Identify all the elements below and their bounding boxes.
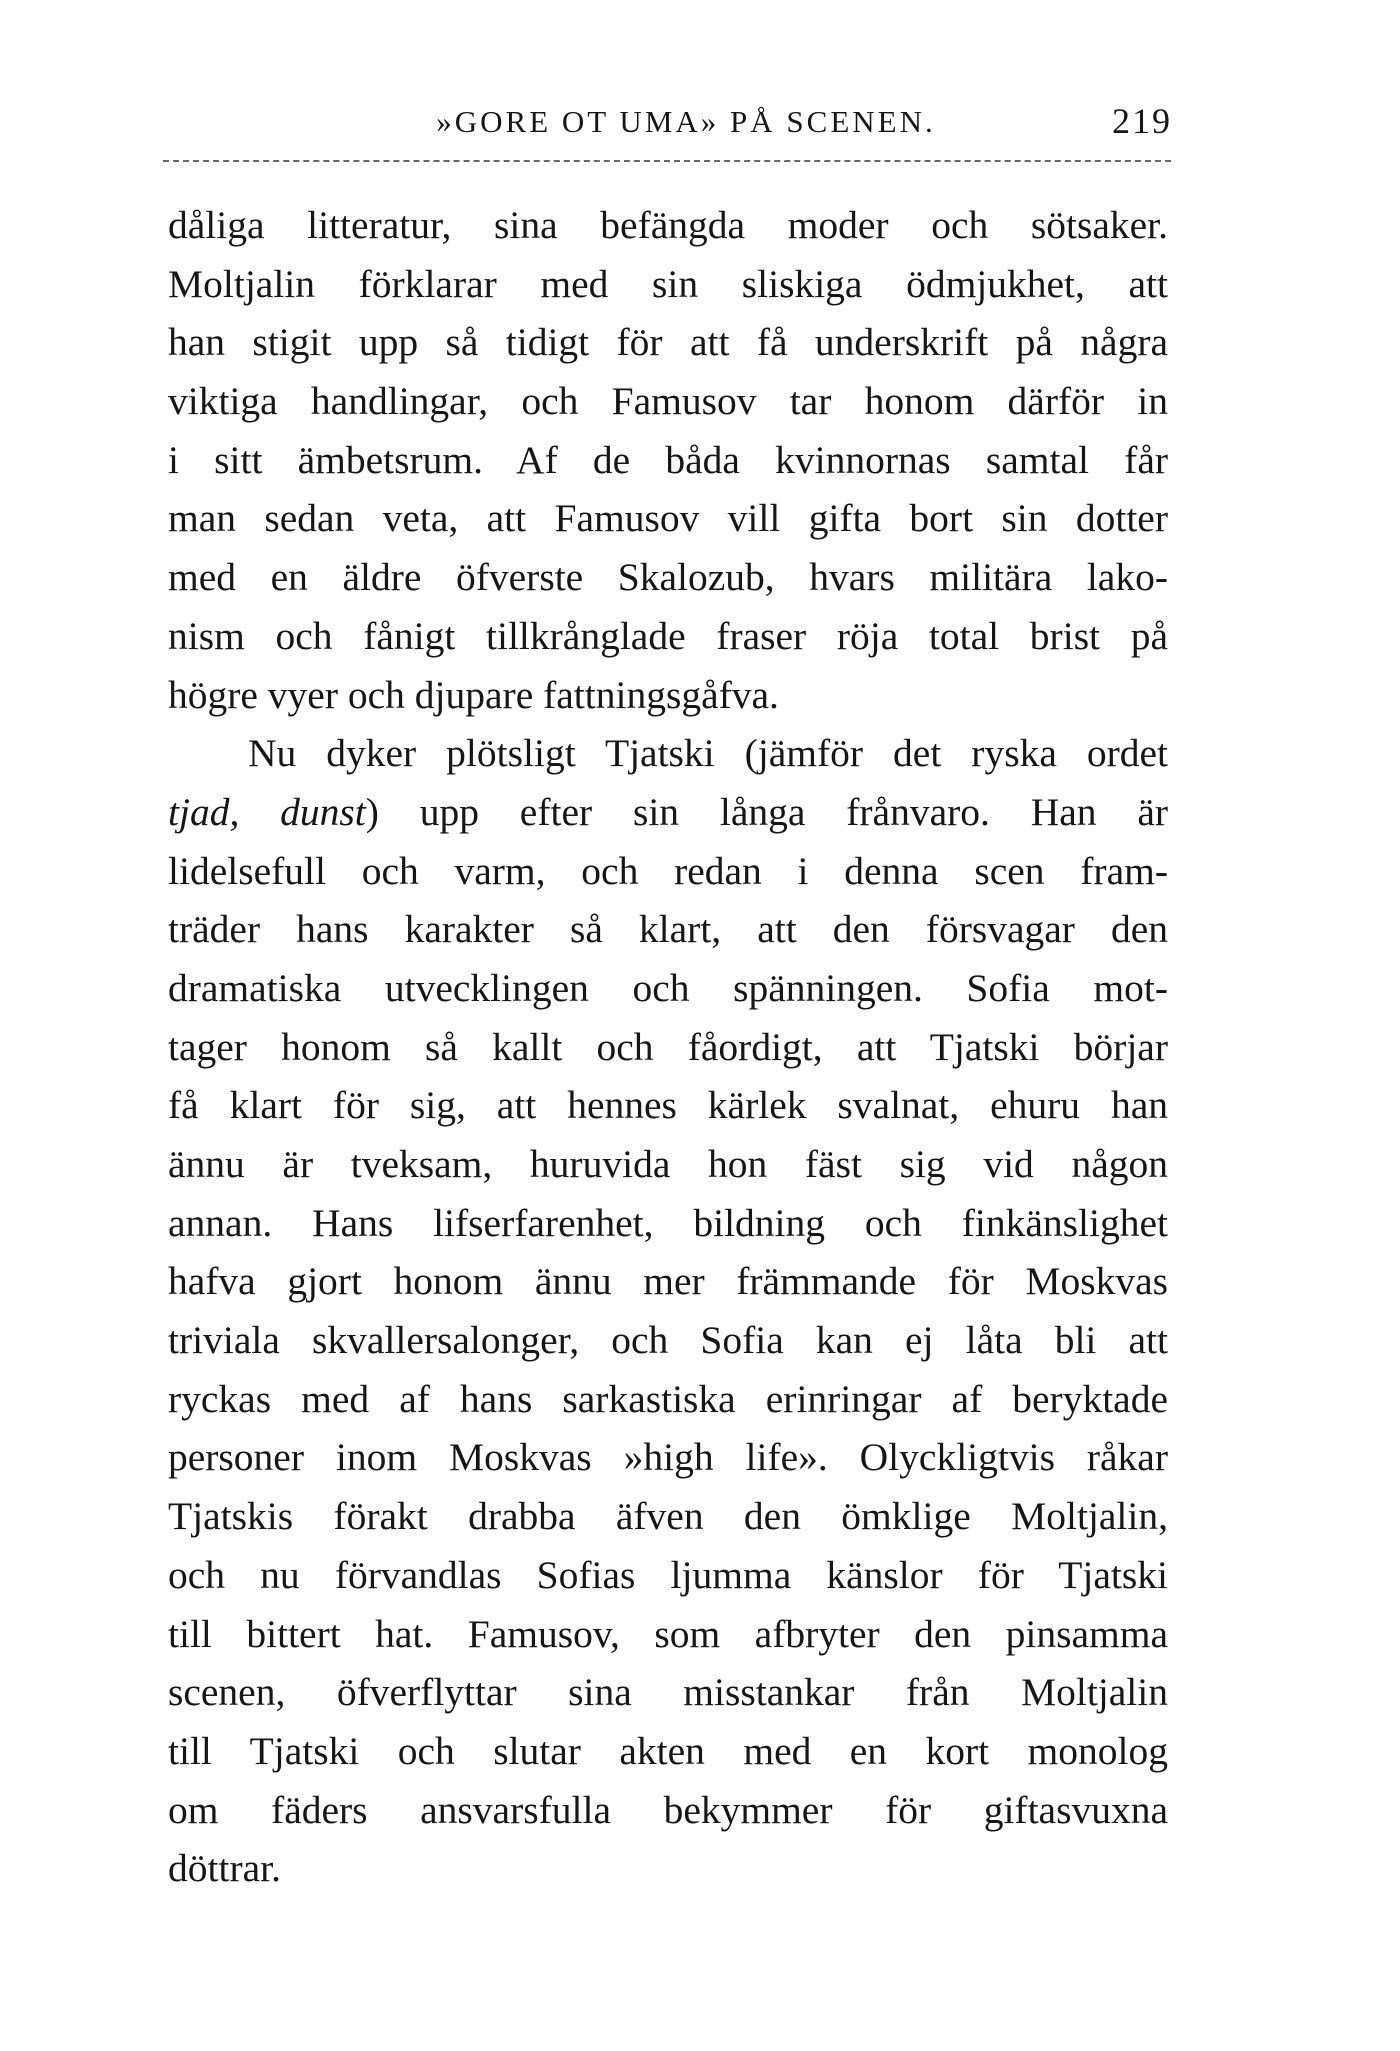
italic-phrase: tjad, dunst — [168, 789, 366, 834]
body-text — [168, 196, 1168, 1898]
text-line: till bittert hat. Famusov, som afbryter den pinsamma — [168, 1611, 1168, 1656]
text-line: Nu dyker plötsligt Tjatski (jämför det ryska ordet — [248, 731, 1168, 776]
text-line: tager honom så kallt och fåordigt, att Tjatski börjar — [168, 1024, 1168, 1069]
text-line: dramatiska utvecklingen och spänningen. Sofia mot- — [168, 965, 1168, 1010]
text-line: hafva gjort honom ännu mer främmande för Moskvas — [168, 1259, 1168, 1304]
page-number: 219 — [1112, 101, 1172, 141]
text-line: annan. Hans lifserfarenhet, bildning och finkänslighet — [168, 1200, 1168, 1245]
text-line — [168, 783, 1168, 842]
text-line: han stigit upp så tidigt för att få underskrift på några — [168, 320, 1168, 365]
text-line: och nu förvandlas Sofias ljumma känslor för Tjatski — [168, 1552, 1168, 1597]
text-line: träder hans karakter så klart, att den försvagar den — [168, 907, 1168, 952]
text-line: Tjatskis förakt drabba äfven den ömklige Moltjalin, — [168, 1494, 1168, 1539]
page-header — [160, 98, 1172, 152]
text-line: om fäders ansvarsfulla bekymmer för giftasvuxna — [168, 1787, 1168, 1832]
text-line: nism och fånigt tillkrånglade fraser röja total brist på — [168, 613, 1168, 658]
text-line: man sedan veta, att Famusov vill gifta bort sin dotter — [168, 496, 1168, 541]
text-line: få klart för sig, att hennes kärlek svalnat, ehuru han — [168, 1083, 1168, 1128]
text-line: ännu är tveksam, huruvida hon fäst sig vid någon — [168, 1142, 1168, 1186]
text-line: döttrar. — [168, 1846, 281, 1891]
text-line: med en äldre öfverste Skalozub, hvars militära lako- — [168, 555, 1168, 600]
text-line: triviala skvallersalonger, och Sofia kan ej låta bli att — [168, 1318, 1168, 1363]
text-line: personer inom Moskvas »high life». Olyckligtvis råkar — [168, 1435, 1168, 1480]
text-line: viktiga handlingar, och Famusov tar honom därför in — [168, 379, 1168, 424]
text-line: högre vyer och djupare fattningsgåfva. — [168, 672, 779, 717]
text-line: till Tjatski och slutar akten med en kort monolog — [168, 1728, 1168, 1773]
header-rule — [163, 160, 1171, 162]
text-line: ryckas med af hans sarkastiska erinringar af beryktade — [168, 1376, 1168, 1421]
text-line: Moltjalin förklarar med sin sliskiga ödmjukhet, att — [168, 261, 1168, 306]
text-segment: ) upp efter sin långa frånvaro. Han är — [365, 789, 1169, 834]
text-line: scenen, öfverflyttar sina misstankar från Moltjalin — [168, 1670, 1168, 1715]
text-line: i sitt ämbetsrum. Af de båda kvinnornas samtal får — [168, 437, 1168, 482]
text-line: lidelsefull och varm, och redan i denna scen fram- — [168, 848, 1168, 893]
text-line: dåliga litteratur, sina befängda moder och sötsaker. — [168, 203, 1168, 247]
running-title: »GORE OT UMA» PÅ SCENEN. — [436, 104, 936, 139]
